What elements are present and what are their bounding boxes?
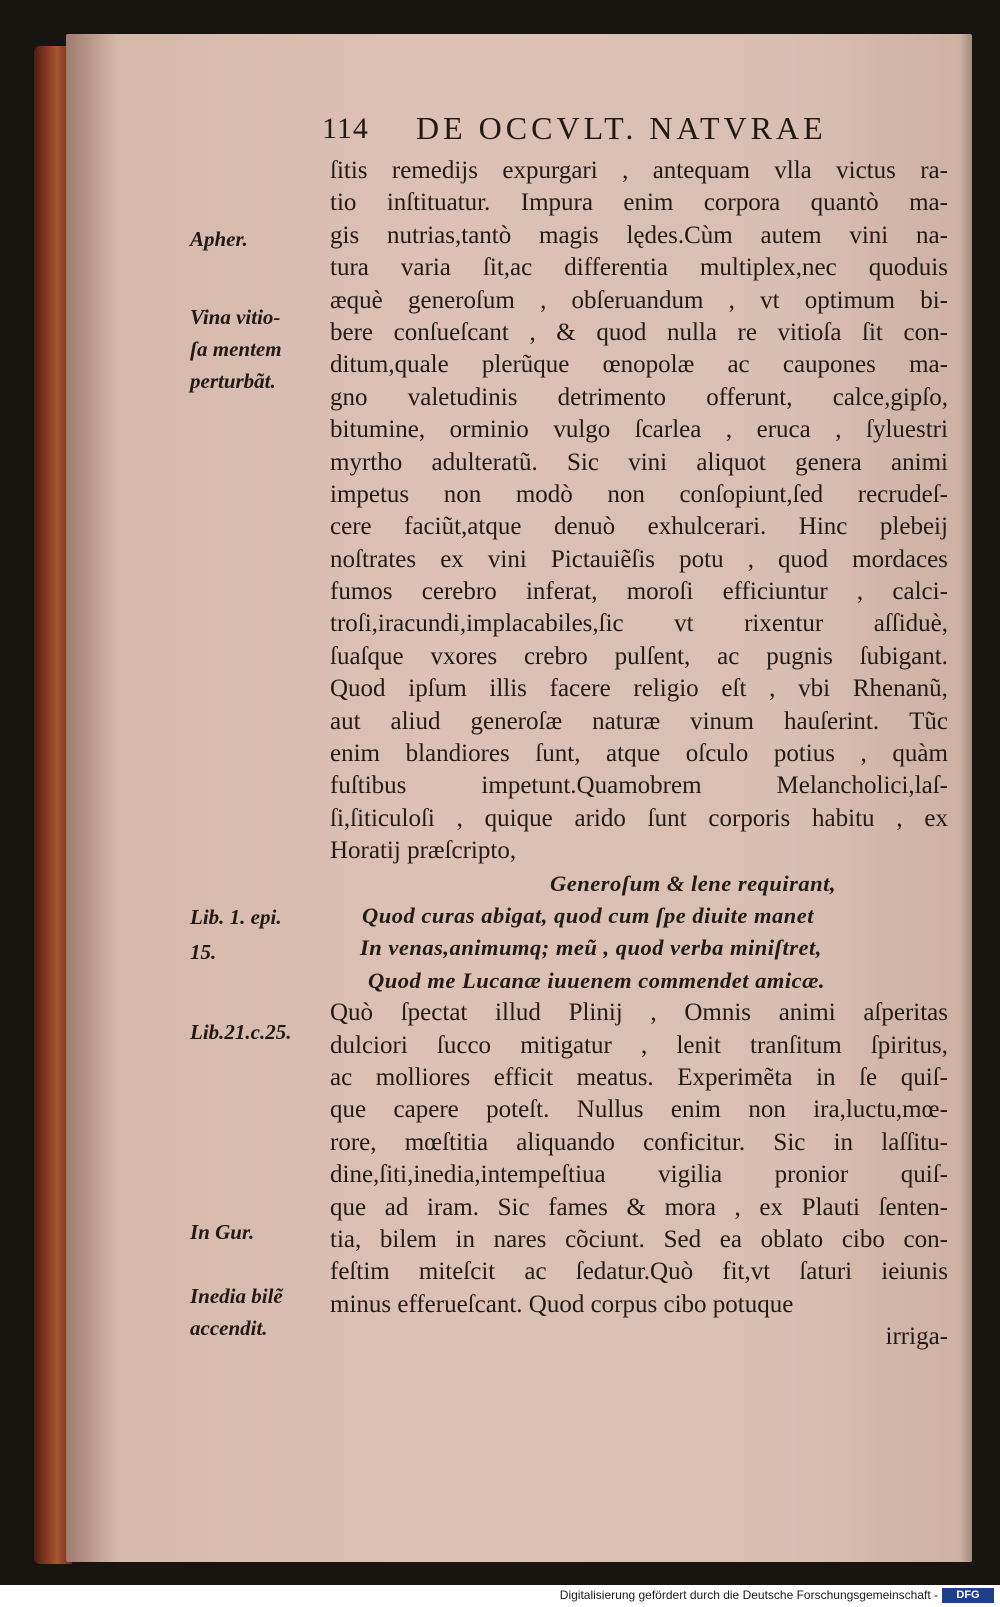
word: impetus <box>330 480 410 508</box>
word: ma- <box>909 189 948 217</box>
word: Nullus <box>576 1096 644 1124</box>
word: Sic <box>773 1128 806 1156</box>
word: fuſtibus <box>330 772 407 800</box>
word: cõciunt. <box>565 1225 645 1253</box>
text-line: minus efferueſcant. Quod corpus cibo potuque <box>330 1290 794 1318</box>
word: inferat, <box>525 578 598 606</box>
word: nares <box>493 1225 547 1253</box>
word: , <box>856 578 864 606</box>
word: tia, <box>330 1225 362 1253</box>
word: Quod <box>330 675 386 703</box>
text-line <box>330 349 948 381</box>
word: tura <box>330 254 369 282</box>
text-line <box>330 770 948 802</box>
word: vt <box>674 610 694 638</box>
word: quiſ- <box>900 1063 948 1091</box>
text-line <box>330 673 948 705</box>
word: Tũc <box>909 707 948 735</box>
margin-note-vina: perturbãt. <box>190 369 276 393</box>
word: nutrias,tantò <box>386 221 512 249</box>
word: Rhenanũ, <box>852 675 948 703</box>
word: aliud <box>390 707 441 735</box>
word: meatus. <box>576 1063 654 1091</box>
word: ira,luctu,mœ- <box>813 1096 948 1124</box>
text-line <box>330 1224 948 1256</box>
word: capere <box>393 1096 459 1124</box>
word: , <box>734 1193 741 1221</box>
text-line <box>330 1030 948 1062</box>
word: , <box>896 804 903 832</box>
word: ipſum <box>408 675 467 703</box>
word: ſitis <box>330 157 368 184</box>
word: Melancholici,laſ- <box>776 772 948 800</box>
word: myrtho <box>330 448 403 476</box>
word: ſaturi <box>799 1258 853 1286</box>
word: tranſitum <box>750 1031 842 1059</box>
word: quod <box>778 545 829 573</box>
word: miteſcit <box>418 1258 496 1286</box>
word: quantò <box>810 189 879 217</box>
word: bilem <box>379 1225 437 1253</box>
word: Pictauiẽſis <box>550 545 656 573</box>
margin-note-vina: ſa mentem <box>190 337 282 361</box>
word: valetudinis <box>407 383 518 411</box>
word: , <box>860 740 867 768</box>
word: eruca <box>756 416 811 444</box>
word: enim <box>330 740 380 768</box>
word: aliquot <box>696 448 766 476</box>
word: œnopolæ <box>602 351 695 379</box>
word: in <box>833 1128 854 1156</box>
word: vxores <box>430 642 498 670</box>
word: inſtituatur. <box>386 189 491 217</box>
word: calce,gipſo, <box>832 383 948 411</box>
word: magis <box>539 221 599 249</box>
word: efficiuntur <box>722 578 828 606</box>
word: optimum <box>804 286 895 314</box>
word: modò <box>515 480 573 508</box>
word: facere <box>549 675 611 703</box>
margin-note-lib21: Lib.21.c.25. <box>190 1020 292 1044</box>
word: ex <box>924 804 948 832</box>
word: mitigatur <box>520 1031 612 1059</box>
word: arido <box>574 804 626 832</box>
word: denuò <box>553 513 616 541</box>
word: , <box>769 675 776 703</box>
margin-note-apher: Apher. <box>190 227 248 251</box>
word: cibo <box>841 1225 885 1253</box>
word: ea <box>719 1225 742 1253</box>
word: iram. <box>426 1193 480 1221</box>
word: ra- <box>920 157 948 184</box>
page-number: 114 <box>322 112 369 145</box>
word: aſperitas <box>863 999 948 1027</box>
word: quod <box>596 318 647 346</box>
text-line <box>330 187 948 219</box>
dfg-logo: DFG <box>942 1588 994 1603</box>
word: nulla <box>666 318 717 346</box>
word: recrudeſ- <box>857 480 948 508</box>
word: aſſiduè, <box>873 610 948 638</box>
word: ſe <box>859 1063 878 1091</box>
verse-line: Generoſum & lene requirant, <box>550 870 837 896</box>
word: , <box>650 999 657 1027</box>
word: ſit,ac <box>482 254 533 282</box>
word: noſtrates <box>330 545 417 573</box>
word: lędes.Cùm <box>626 221 733 249</box>
word: , <box>622 157 629 184</box>
margin-note-inedia: Inedia bilẽ <box>190 1284 283 1308</box>
word: Omnis <box>684 999 752 1027</box>
word: autem <box>760 221 822 249</box>
word: Sic <box>566 448 599 476</box>
word: Plinij <box>568 999 623 1027</box>
text-line <box>330 738 948 770</box>
word: Sed <box>663 1225 702 1253</box>
catchword: irriga- <box>885 1323 948 1351</box>
word: impetunt.Quamobrem <box>481 772 702 800</box>
word: corpora <box>703 189 781 217</box>
word: animi <box>778 999 836 1027</box>
word: oblato <box>760 1225 824 1253</box>
footer-bar <box>0 1585 1000 1607</box>
word: mœſtitia <box>404 1128 489 1156</box>
word: , <box>456 804 463 832</box>
word: mora <box>664 1193 716 1221</box>
word: & <box>556 318 576 346</box>
word: que <box>330 1193 367 1221</box>
text-line <box>330 1192 948 1224</box>
word: vini <box>628 448 668 476</box>
word: re <box>737 318 757 346</box>
word: dine,ſiti,inedia,intempeſtiua <box>330 1161 606 1189</box>
word: plebeij <box>879 513 948 541</box>
text-line <box>330 1062 948 1094</box>
main-text-block <box>330 155 948 1353</box>
word: Plauti <box>801 1193 860 1221</box>
text-line <box>330 608 948 640</box>
word: ſunt <box>647 804 687 832</box>
word: , <box>725 416 733 444</box>
margin-note-inedia: accendit. <box>190 1316 268 1340</box>
word: crebro <box>523 642 588 670</box>
word: enim <box>623 189 674 217</box>
text-line <box>330 382 948 414</box>
word: bere <box>330 318 374 346</box>
word: vitioſa <box>777 318 842 346</box>
verse-line: In venas,animumq; meũ , quod verba miniſtret, <box>360 935 822 961</box>
word: hauſerint. <box>783 707 880 735</box>
word: offerunt, <box>706 383 793 411</box>
text-line <box>330 544 948 576</box>
word: gis <box>330 221 360 249</box>
text-line <box>330 317 948 349</box>
word: illud <box>495 999 541 1027</box>
verse-line: Quod curas abigat, quod cum ſpe diuite manet <box>362 902 815 928</box>
word: ſcarlea <box>634 416 702 444</box>
word: obſeruandum <box>571 286 704 314</box>
word: laſſitu- <box>881 1128 948 1156</box>
word: quique <box>484 804 553 832</box>
word: vinum <box>690 707 755 735</box>
word: na- <box>916 221 948 249</box>
word: ex <box>440 545 464 573</box>
word: rore, <box>330 1128 377 1156</box>
word: ad <box>384 1193 409 1221</box>
text-line <box>330 511 948 543</box>
word: tio <box>330 189 357 217</box>
word: Hinc <box>798 513 848 541</box>
word: quàm <box>892 740 948 768</box>
word: conſopiunt,ſed <box>679 480 824 508</box>
word: potu <box>679 545 724 573</box>
running-head: DE OCCVLT. NATVRAE <box>416 110 827 146</box>
word: ſuaſque <box>330 642 404 670</box>
margin-note-lib1: 15. <box>190 940 217 964</box>
text-line <box>330 252 948 284</box>
word: poteſt. <box>486 1096 550 1124</box>
word: ditum,quale <box>330 351 449 379</box>
text-line <box>330 414 948 446</box>
word: con- <box>903 318 948 346</box>
page-right-edge <box>960 34 972 1562</box>
word: cere <box>330 513 372 541</box>
word: multiplex,nec <box>699 254 837 282</box>
text-line <box>330 803 948 835</box>
word: , <box>728 286 735 314</box>
word: adulteratũ. <box>431 448 538 476</box>
word: genera <box>795 448 862 476</box>
word: bi- <box>920 286 948 314</box>
word: religio <box>633 675 699 703</box>
word: ſucco <box>436 1031 492 1059</box>
word: in <box>816 1063 836 1091</box>
word: calci- <box>892 578 948 606</box>
word: ex <box>759 1193 784 1221</box>
word: non <box>748 1096 786 1124</box>
word: ſpectat <box>400 999 468 1027</box>
text-line <box>330 220 948 252</box>
word: illis <box>489 675 527 703</box>
word: corporis <box>708 804 791 832</box>
word: caupones <box>782 351 876 379</box>
margin-note-lib1: Lib. 1. epi. <box>190 905 282 929</box>
word: non <box>443 480 482 508</box>
word: dulciori <box>330 1031 408 1059</box>
word: fames <box>548 1193 608 1221</box>
word: lenit <box>676 1031 721 1059</box>
word: vigilia <box>658 1161 723 1189</box>
text-line <box>330 1159 948 1191</box>
word: ac <box>727 351 750 379</box>
text-line <box>330 997 948 1029</box>
word: ſubigant. <box>859 642 948 670</box>
word: moroſi <box>626 578 694 606</box>
text-line: Horatij præſcripto, <box>330 837 517 865</box>
word: mordaces <box>852 545 948 573</box>
word: ſi,ſiticuloſi <box>330 804 435 832</box>
word: Experimẽta <box>677 1063 793 1091</box>
word: feſtim <box>330 1258 390 1286</box>
word: habitu <box>812 804 875 832</box>
word: conſueſcant <box>393 318 509 346</box>
word: , <box>835 416 842 444</box>
word: vulgo <box>553 416 611 444</box>
word: ſunt, <box>535 740 581 768</box>
word: quoduis <box>868 254 948 282</box>
word: vlla <box>774 157 812 184</box>
word: bitumine, <box>330 416 426 444</box>
margin-note-gur: In Gur. <box>190 1220 255 1244</box>
word: aut <box>330 707 361 735</box>
word: ſyluestri <box>866 416 948 444</box>
word: troſi,iracundi,implacabiles,ſic <box>330 610 624 638</box>
text-line <box>330 1094 948 1126</box>
word: generoſum <box>407 286 515 314</box>
word: ſedatur.Quò <box>575 1258 694 1286</box>
word: naturæ <box>592 707 661 735</box>
word: ſenten- <box>878 1193 948 1221</box>
word: æquè <box>330 286 383 314</box>
word: vini <box>849 221 889 249</box>
word: differentia <box>564 254 668 282</box>
word: ac <box>717 642 740 670</box>
text-line <box>330 479 948 511</box>
word: plerũque <box>481 351 570 379</box>
text-line <box>330 641 948 673</box>
word: vt <box>760 286 780 314</box>
word: ieiunis <box>881 1258 948 1286</box>
text-line <box>330 1256 948 1288</box>
text-line <box>330 706 948 738</box>
word: pugnis <box>766 642 833 670</box>
word: victus <box>836 157 896 184</box>
text-line <box>330 447 948 479</box>
word: pronior <box>774 1161 849 1189</box>
word: expurgari <box>502 157 598 184</box>
word: , <box>641 1031 648 1059</box>
word: fumos <box>330 578 393 606</box>
word: Quò <box>330 999 374 1027</box>
word: varia <box>400 254 451 282</box>
word: molliores <box>375 1063 471 1091</box>
word: ac <box>524 1258 547 1286</box>
word: ac <box>330 1063 353 1091</box>
word: aliquando <box>516 1128 615 1156</box>
gutter-shadow <box>66 34 116 1562</box>
word: ſit <box>862 318 883 346</box>
word: efficit <box>493 1063 554 1091</box>
word: pulſent, <box>614 642 691 670</box>
word: in <box>455 1225 475 1253</box>
word: , <box>529 318 536 346</box>
word: , <box>540 286 547 314</box>
word: detrimento <box>557 383 666 411</box>
word: atque <box>606 740 661 768</box>
word: oſculo <box>685 740 749 768</box>
verse-line: Quod me Lucanæ iuuenem commendet amicæ. <box>368 967 825 993</box>
word: vini <box>487 545 527 573</box>
word: exhulcerari. <box>647 513 767 541</box>
word: quiſ- <box>900 1161 948 1189</box>
word: fit,vt <box>722 1258 771 1286</box>
word: & <box>626 1193 646 1221</box>
text-line <box>330 1127 948 1159</box>
word: con- <box>903 1225 948 1253</box>
word: que <box>330 1096 367 1124</box>
word: ma- <box>909 351 948 379</box>
word: , <box>747 545 754 573</box>
word: blandiores <box>405 740 510 768</box>
text-line <box>330 576 948 608</box>
word: eſt <box>721 675 747 703</box>
word: Sic <box>497 1193 530 1221</box>
margin-note-vina: Vina vitio- <box>190 305 281 329</box>
word: faciũt,atque <box>404 513 522 541</box>
word: non <box>607 480 645 508</box>
word: conficitur. <box>643 1128 746 1156</box>
word: orminio <box>449 416 529 444</box>
word: ſpiritus, <box>870 1031 948 1059</box>
word: gno <box>330 383 368 411</box>
word: remedijs <box>391 157 478 184</box>
word: vbi <box>798 675 831 703</box>
word: antequam <box>652 157 750 184</box>
word: generoſæ <box>470 707 563 735</box>
word: potius <box>773 740 835 768</box>
word: cerebro <box>421 578 497 606</box>
word: animi <box>891 448 948 476</box>
word: enim <box>670 1096 721 1124</box>
text-line <box>330 155 948 187</box>
funding-credit: Digitalisierung gefördert durch die Deutsche Forschungsgemeinschaft - <box>559 1588 938 1602</box>
word: Impura <box>520 189 593 217</box>
text-line <box>330 285 948 317</box>
word: rixentur <box>744 610 824 638</box>
